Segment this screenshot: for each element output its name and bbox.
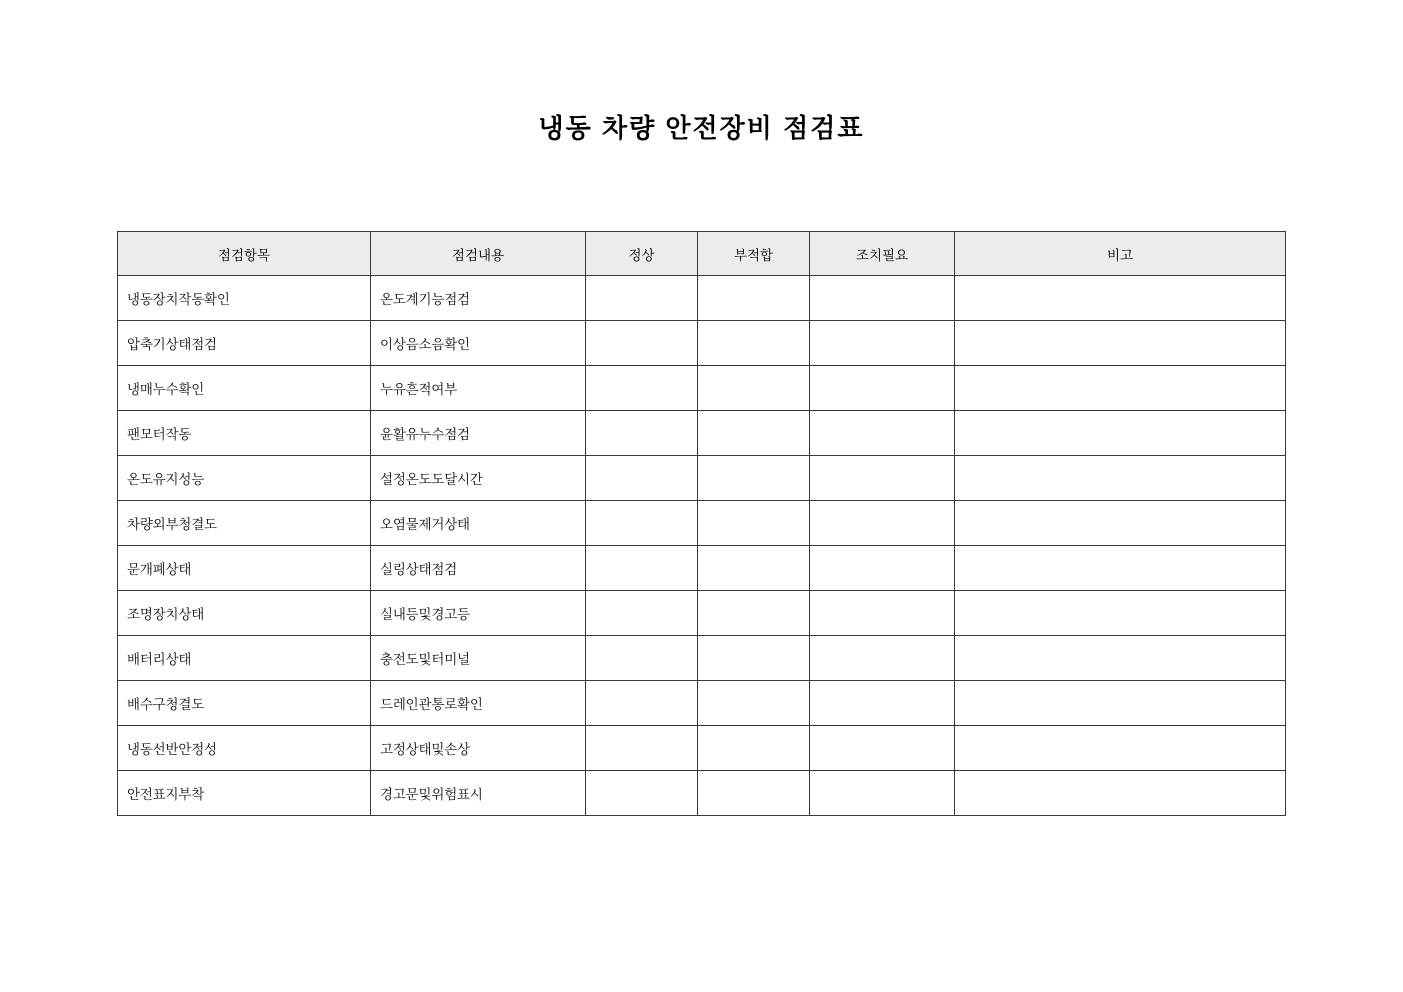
cell-normal[interactable] bbox=[586, 591, 698, 636]
checklist-table bbox=[117, 231, 1286, 816]
column-header-note: 비고 bbox=[955, 232, 1286, 276]
cell-nonconform[interactable] bbox=[698, 321, 810, 366]
cell-action[interactable] bbox=[810, 456, 955, 501]
table-row bbox=[118, 726, 1286, 771]
cell-note[interactable] bbox=[955, 276, 1286, 321]
cell-nonconform[interactable] bbox=[698, 501, 810, 546]
cell-nonconform[interactable] bbox=[698, 591, 810, 636]
table-row bbox=[118, 501, 1286, 546]
cell-content: 오염물제거상태 bbox=[371, 501, 586, 546]
cell-content: 누유흔적여부 bbox=[371, 366, 586, 411]
cell-action[interactable] bbox=[810, 501, 955, 546]
cell-note[interactable] bbox=[955, 321, 1286, 366]
cell-item: 배수구청결도 bbox=[118, 681, 371, 726]
cell-item: 냉매누수확인 bbox=[118, 366, 371, 411]
cell-content: 설정온도도달시간 bbox=[371, 456, 586, 501]
cell-note[interactable] bbox=[955, 771, 1286, 816]
cell-normal[interactable] bbox=[586, 546, 698, 591]
table-row bbox=[118, 591, 1286, 636]
cell-normal[interactable] bbox=[586, 636, 698, 681]
cell-action[interactable] bbox=[810, 771, 955, 816]
table-row bbox=[118, 681, 1286, 726]
column-header-content: 점검내용 bbox=[371, 232, 586, 276]
cell-action[interactable] bbox=[810, 726, 955, 771]
table-header bbox=[118, 232, 1286, 276]
cell-note[interactable] bbox=[955, 591, 1286, 636]
cell-nonconform[interactable] bbox=[698, 456, 810, 501]
cell-note[interactable] bbox=[955, 726, 1286, 771]
cell-action[interactable] bbox=[810, 636, 955, 681]
cell-normal[interactable] bbox=[586, 276, 698, 321]
table-body bbox=[118, 276, 1286, 816]
cell-note[interactable] bbox=[955, 681, 1286, 726]
cell-nonconform[interactable] bbox=[698, 726, 810, 771]
cell-content: 충전도및터미널 bbox=[371, 636, 586, 681]
cell-action[interactable] bbox=[810, 276, 955, 321]
cell-item: 문개폐상태 bbox=[118, 546, 371, 591]
cell-note[interactable] bbox=[955, 501, 1286, 546]
cell-content: 경고문및위험표시 bbox=[371, 771, 586, 816]
cell-normal[interactable] bbox=[586, 321, 698, 366]
cell-item: 팬모터작동 bbox=[118, 411, 371, 456]
cell-note[interactable] bbox=[955, 546, 1286, 591]
cell-nonconform[interactable] bbox=[698, 276, 810, 321]
column-header-item: 점검항목 bbox=[118, 232, 371, 276]
cell-nonconform[interactable] bbox=[698, 546, 810, 591]
cell-action[interactable] bbox=[810, 411, 955, 456]
column-header-nonconform: 부적합 bbox=[698, 232, 810, 276]
checklist-table-container bbox=[117, 231, 1285, 816]
cell-action[interactable] bbox=[810, 546, 955, 591]
cell-item: 안전표지부착 bbox=[118, 771, 371, 816]
table-header-row bbox=[118, 232, 1286, 276]
cell-item: 냉동장치작동확인 bbox=[118, 276, 371, 321]
table-row bbox=[118, 771, 1286, 816]
cell-nonconform[interactable] bbox=[698, 681, 810, 726]
cell-normal[interactable] bbox=[586, 501, 698, 546]
table-row bbox=[118, 456, 1286, 501]
cell-note[interactable] bbox=[955, 366, 1286, 411]
table-row bbox=[118, 321, 1286, 366]
cell-normal[interactable] bbox=[586, 366, 698, 411]
cell-nonconform[interactable] bbox=[698, 636, 810, 681]
cell-normal[interactable] bbox=[586, 411, 698, 456]
cell-item: 온도유지성능 bbox=[118, 456, 371, 501]
table-row bbox=[118, 636, 1286, 681]
cell-nonconform[interactable] bbox=[698, 411, 810, 456]
cell-item: 차량외부청결도 bbox=[118, 501, 371, 546]
table-row bbox=[118, 546, 1286, 591]
page-title: 냉동 차량 안전장비 점검표 bbox=[538, 113, 865, 143]
cell-content: 이상음소음확인 bbox=[371, 321, 586, 366]
cell-content: 실링상태점검 bbox=[371, 546, 586, 591]
cell-action[interactable] bbox=[810, 591, 955, 636]
cell-normal[interactable] bbox=[586, 726, 698, 771]
cell-normal[interactable] bbox=[586, 456, 698, 501]
cell-nonconform[interactable] bbox=[698, 771, 810, 816]
cell-content: 온도계기능점검 bbox=[371, 276, 586, 321]
table-row bbox=[118, 411, 1286, 456]
cell-normal[interactable] bbox=[586, 681, 698, 726]
cell-item: 압축기상태점검 bbox=[118, 321, 371, 366]
cell-content: 윤활유누수점검 bbox=[371, 411, 586, 456]
cell-content: 실내등및경고등 bbox=[371, 591, 586, 636]
cell-nonconform[interactable] bbox=[698, 366, 810, 411]
cell-content: 드레인관통로확인 bbox=[371, 681, 586, 726]
table-row bbox=[118, 276, 1286, 321]
column-header-normal: 정상 bbox=[586, 232, 698, 276]
cell-note[interactable] bbox=[955, 456, 1286, 501]
cell-note[interactable] bbox=[955, 636, 1286, 681]
column-header-action: 조치필요 bbox=[810, 232, 955, 276]
table-row bbox=[118, 366, 1286, 411]
cell-content: 고정상태및손상 bbox=[371, 726, 586, 771]
cell-note[interactable] bbox=[955, 411, 1286, 456]
cell-normal[interactable] bbox=[586, 771, 698, 816]
cell-item: 배터리상태 bbox=[118, 636, 371, 681]
cell-action[interactable] bbox=[810, 366, 955, 411]
cell-item: 냉동선반안정성 bbox=[118, 726, 371, 771]
cell-action[interactable] bbox=[810, 321, 955, 366]
cell-item: 조명장치상태 bbox=[118, 591, 371, 636]
cell-action[interactable] bbox=[810, 681, 955, 726]
